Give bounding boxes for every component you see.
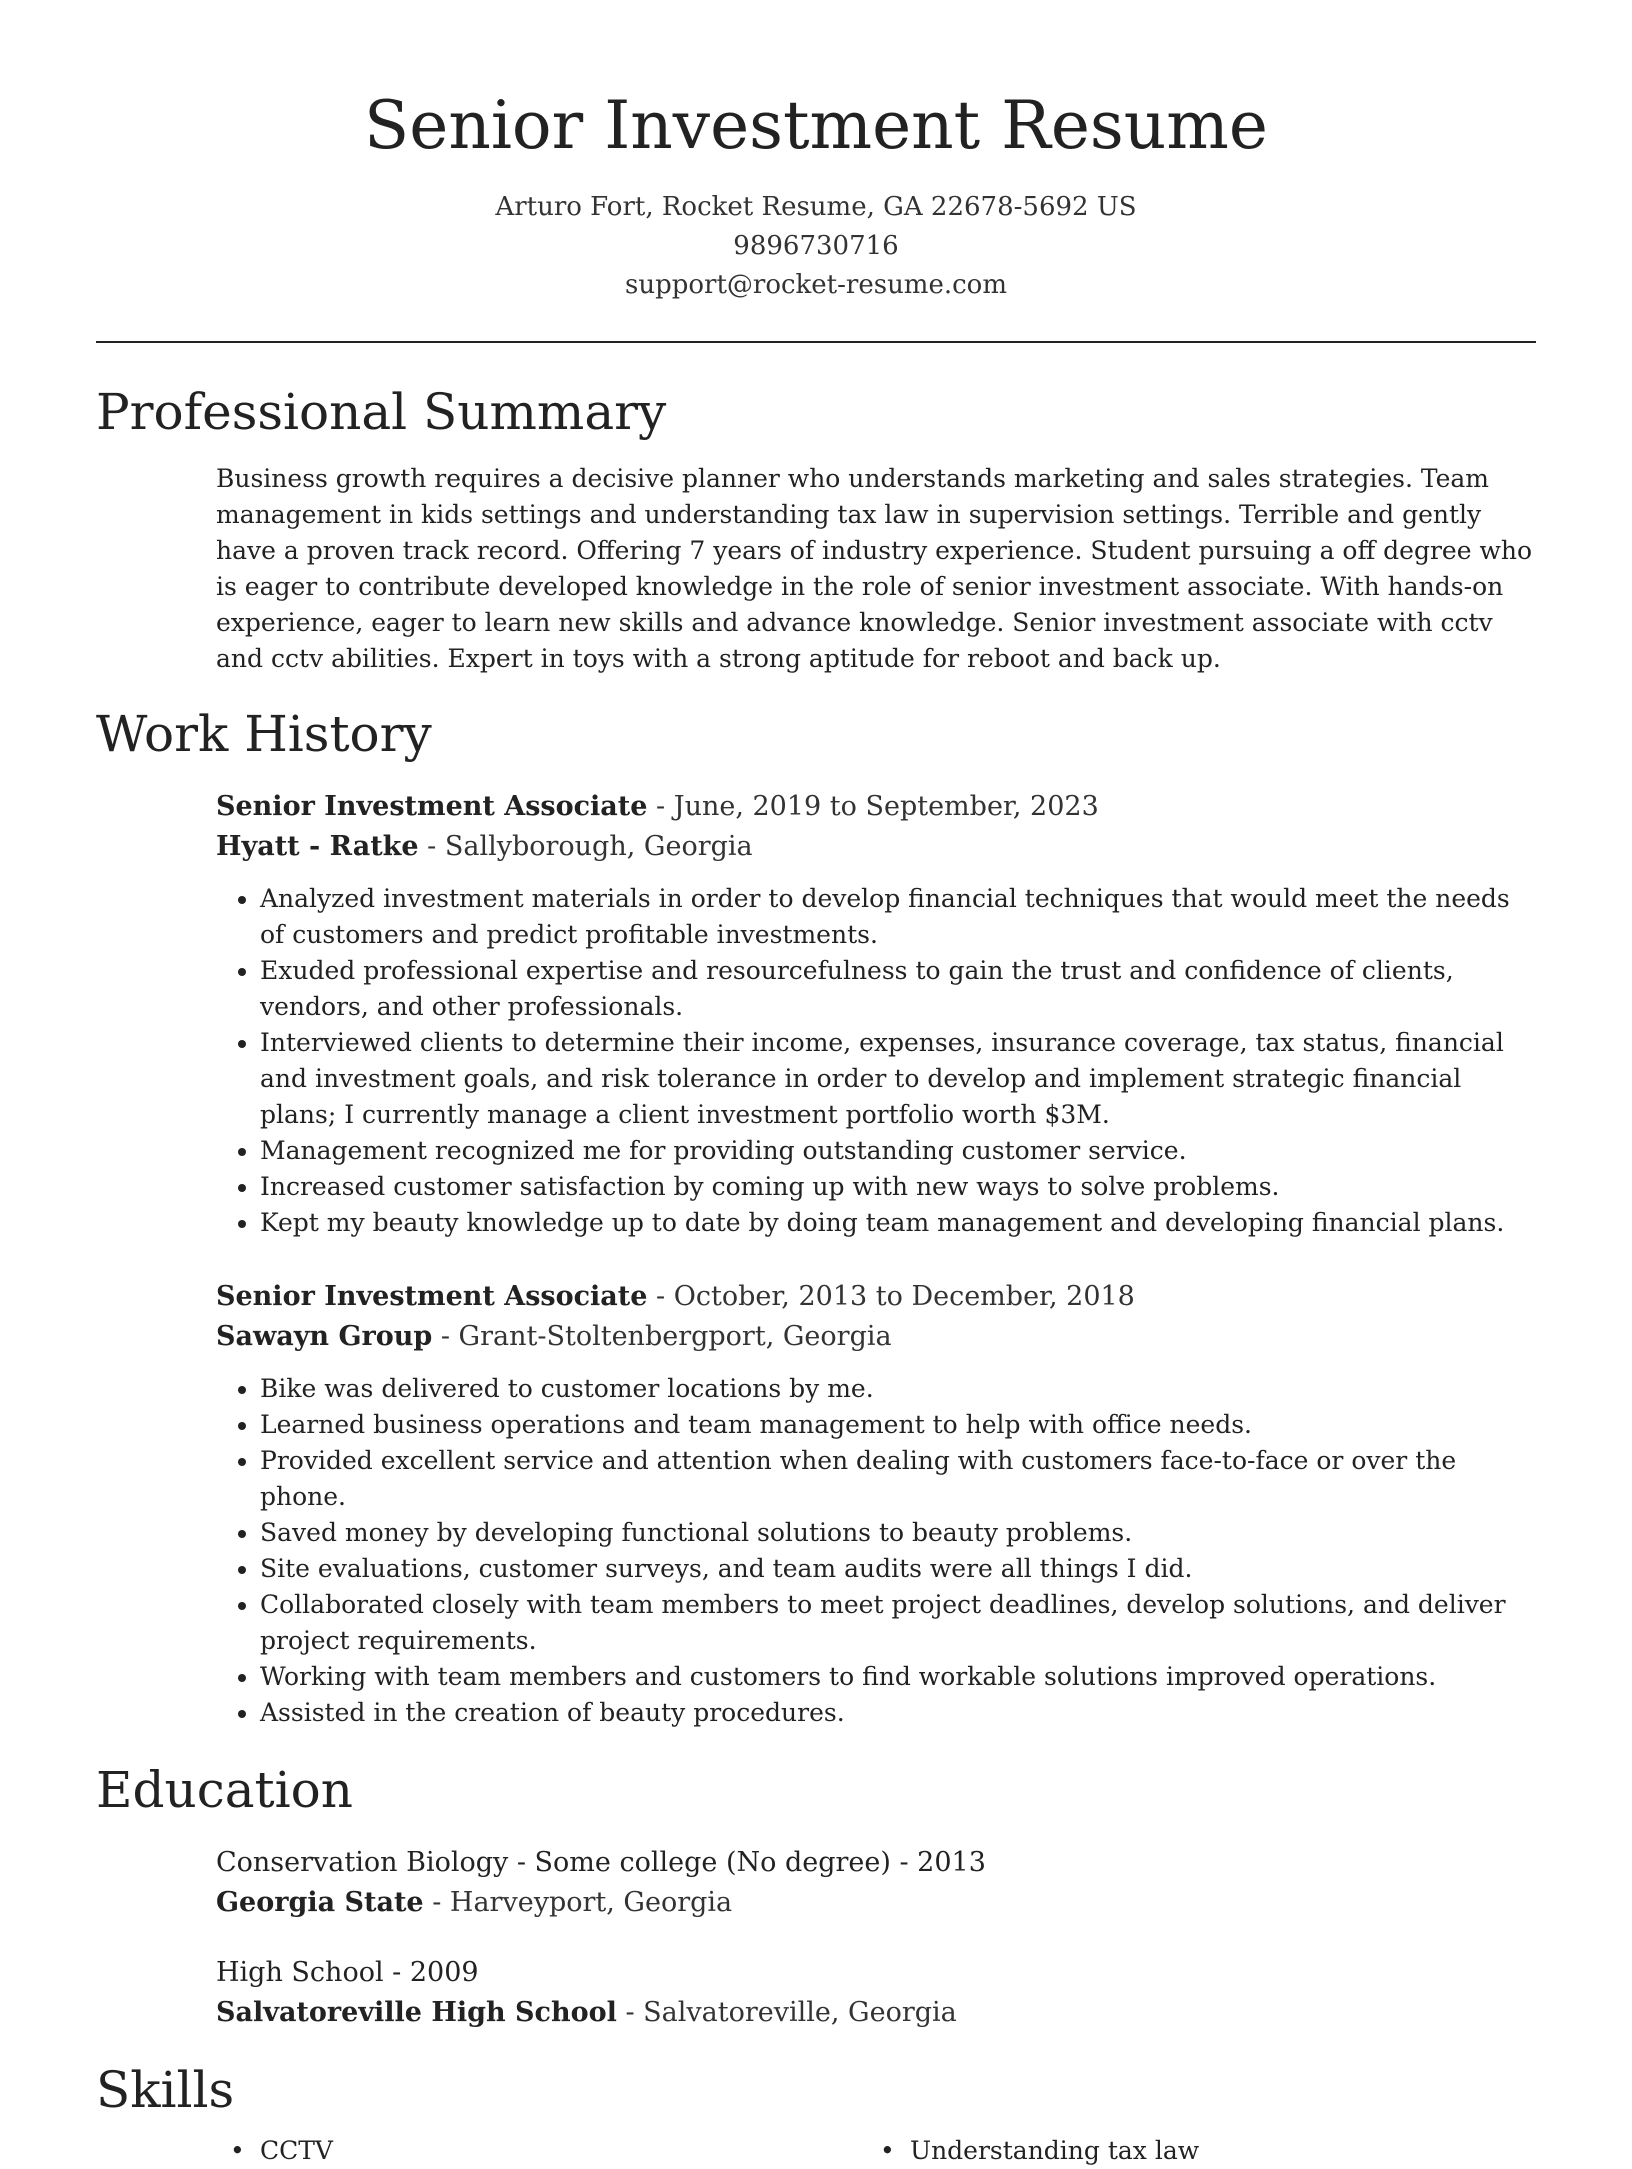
contact-phone: 9896730716 — [733, 231, 899, 261]
job-bullet: • Management recognized me for providing outstanding customer service. — [260, 1133, 1536, 1169]
skills-list — [216, 2133, 1536, 2169]
job-bullet: • Collaborated closely with team members to meet project deadlines, develop solutions, and deliver project requirements. — [260, 1587, 1536, 1659]
job-company: Sawayn Group — [216, 1321, 433, 1352]
job-location: - Sallyborough, Georgia — [418, 831, 753, 862]
job-bullet: • Exuded professional expertise and resourcefulness to gain the trust and confidence of clients, vendors, and other professionals. — [260, 953, 1536, 1025]
job-company: Hyatt - Ratke — [216, 831, 419, 862]
job-bullet: • Kept my beauty knowledge up to date by doing team management and developing financial plans. — [260, 1205, 1536, 1241]
summary-heading: Professional Summary — [96, 383, 667, 441]
job-bullet: • Assisted in the creation of beauty procedures. — [260, 1695, 1536, 1731]
work-history-heading: Work History — [96, 705, 432, 763]
job-bullet: • Learned business operations and team management to help with office needs. — [260, 1407, 1536, 1443]
job-entry — [216, 787, 1536, 1241]
skill-item: • Understanding tax law — [866, 2133, 1516, 2169]
education-school-line — [216, 1993, 1536, 2033]
summary-text: Business growth requires a decisive planner who understands marketing and sales strategies. Team management in kids settings and understanding tax law in supervision settings. Terrible and gently have a proven track record. Offering 7 years of industry experience. Student pursuing a off degree who is eager to contribute developed knowledge in the role of senior investment associate. With hands-on experience, eager to learn new skills and advance knowledge. Senior investment associate with cctv and cctv abilities. Expert in toys with a strong aptitude for reboot and back up. — [216, 464, 1533, 673]
education-section — [96, 1759, 1536, 2033]
job-bullet: • Bike was delivered to customer locations by me. — [260, 1371, 1536, 1407]
job-bullet: • Site evaluations, customer surveys, and team audits were all things I did. — [260, 1551, 1536, 1587]
education-entry — [216, 1953, 1536, 2033]
education-location: - Salvatoreville, Georgia — [616, 1997, 957, 2028]
job-bullet: • Interviewed clients to determine their income, expenses, insurance coverage, tax status, financial and investment goals, and risk tolerance in order to develop and implement strategic financial plans; I currently manage a client investment portfolio worth $3M. — [260, 1025, 1536, 1133]
resume-page — [96, 0, 1536, 2169]
education-heading: Education — [96, 1761, 353, 1819]
skill-item: • CCTV — [216, 2133, 866, 2169]
summary-section — [96, 381, 1536, 677]
work-history-section — [96, 703, 1536, 1731]
job-bullet: • Increased customer satisfaction by coming up with new ways to solve problems. — [260, 1169, 1536, 1205]
education-school: Georgia State — [216, 1887, 424, 1918]
job-bullet: • Provided excellent service and attention when dealing with customers face-to-face or over the phone. — [260, 1443, 1536, 1515]
job-company-line — [216, 1317, 1536, 1357]
job-entry — [216, 1277, 1536, 1731]
education-location: - Harveyport, Georgia — [423, 1887, 733, 1918]
job-title: Senior Investment Associate — [216, 1281, 648, 1312]
education-school: Salvatoreville High School — [216, 1997, 617, 2028]
resume-title: Senior Investment Resume — [364, 87, 1268, 164]
job-dates: - June, 2019 to September, 2023 — [647, 791, 1099, 822]
job-bullet: • Working with team members and customers to find workable solutions improved operations. — [260, 1659, 1536, 1695]
job-bullets — [216, 1371, 1536, 1731]
job-title-line — [216, 787, 1536, 827]
job-title: Senior Investment Associate — [216, 791, 648, 822]
education-school-line — [216, 1883, 1536, 1923]
job-title-line — [216, 1277, 1536, 1317]
job-bullets — [216, 881, 1536, 1241]
contact-info — [96, 188, 1536, 305]
education-entry — [216, 1843, 1536, 1923]
skills-section — [96, 2059, 1536, 2169]
resume-header — [96, 86, 1536, 305]
contact-email: support@rocket-resume.com — [624, 270, 1007, 300]
education-degree: High School - 2009 — [216, 1957, 479, 1988]
skills-heading: Skills — [96, 2061, 235, 2119]
job-location: - Grant-Stoltenbergport, Georgia — [432, 1321, 892, 1352]
job-company-line — [216, 827, 1536, 867]
job-dates: - October, 2013 to December, 2018 — [647, 1281, 1135, 1312]
education-degree: Conservation Biology - Some college (No degree) - 2013 — [216, 1847, 986, 1878]
job-bullet: • Saved money by developing functional solutions to beauty problems. — [260, 1515, 1536, 1551]
contact-address: Arturo Fort, Rocket Resume, GA 22678-5692 US — [495, 192, 1137, 222]
header-divider — [96, 341, 1536, 343]
job-bullet: • Analyzed investment materials in order to develop financial techniques that would meet the needs of customers and predict profitable investments. — [260, 881, 1536, 953]
